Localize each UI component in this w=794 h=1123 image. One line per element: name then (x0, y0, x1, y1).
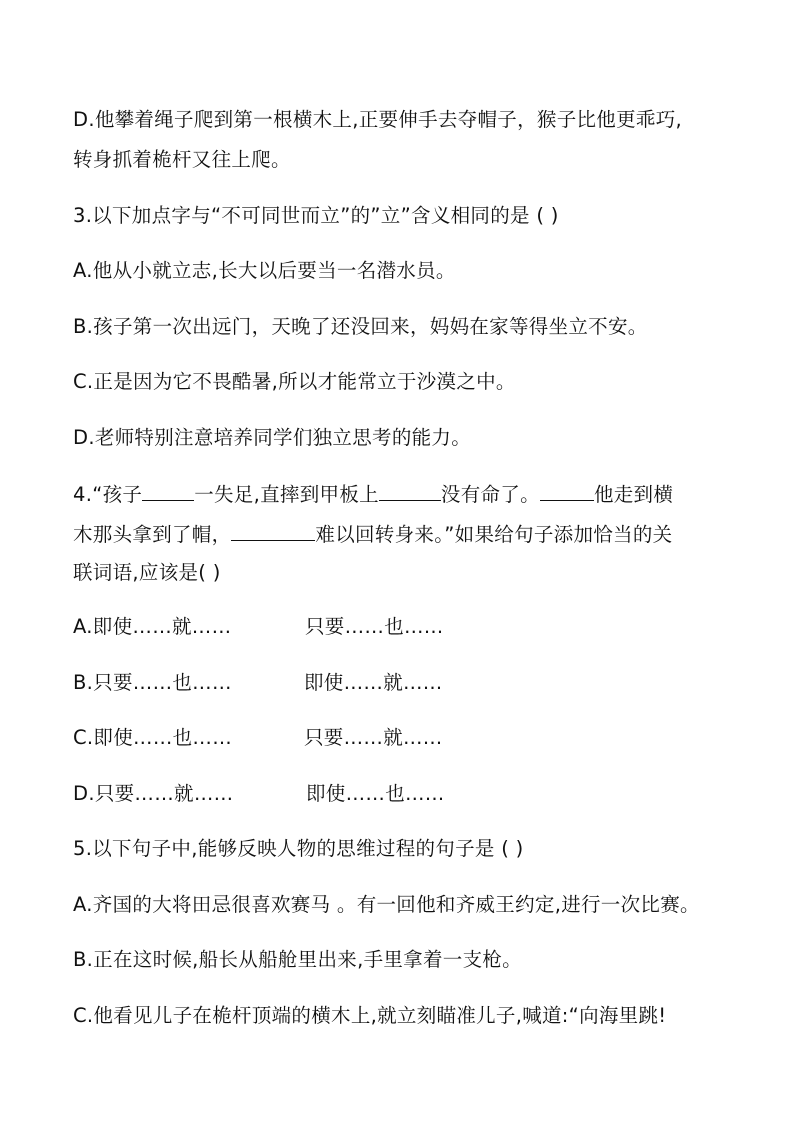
q4-stem-part3: 没有命了。 (440, 483, 540, 506)
q4-option-c-first: C.即使……也…… (73, 726, 233, 749)
q4-option-b-first: B.只要……也…… (73, 671, 232, 694)
q4-stem-part4: 他走到横 (593, 483, 674, 506)
q3-option-b: B.孩子第一次出远门，天晚了还没回来，妈妈在家等得坐立不安。 (73, 315, 648, 338)
q4-blank-3[interactable] (540, 480, 594, 501)
q4-blank-2[interactable] (379, 480, 441, 501)
q4-blank-1[interactable] (142, 480, 194, 501)
q3-stem: 3.以下加点字与“不可同世而立”的”立”含义相同的是 ( ) (73, 204, 559, 227)
q4-option-d (73, 781, 445, 807)
q4-option-c (73, 725, 443, 751)
q4-option-d-second: 即使……也…… (306, 782, 445, 805)
q3-option-d: D.老师特别注意培养同学们独立思考的能力。 (73, 426, 472, 449)
q4-stem-part6: 难以回转身来。”如果给句子添加恰当的关 (315, 523, 673, 546)
q4-stem-part1: 4.“孩子 (73, 483, 143, 506)
q4-option-b-second: 即使……就…… (304, 671, 443, 694)
q4-stem-line1 (73, 480, 673, 508)
q4-option-b (73, 670, 443, 696)
q3-option-c: C.正是因为它不畏酷暑,所以才能常立于沙漠之中。 (73, 370, 516, 393)
q2-option-d-line2: 转身抓着桅杆又往上爬。 (73, 148, 291, 171)
q4-option-a-first: A.即使……就…… (73, 615, 232, 638)
q5-option-b: B.正在这时候,船长从船舱里出来,手里拿着一支枪。 (73, 948, 522, 971)
q4-stem-line3: 联词语,应该是( ) (73, 561, 221, 584)
q4-stem-part2: 一失足,直摔到甲板上 (194, 483, 379, 506)
q5-stem: 5.以下句子中,能够反映人物的思维过程的句子是 ( ) (73, 837, 524, 860)
q4-stem-line2 (73, 520, 672, 548)
q4-option-a (73, 614, 444, 640)
q4-blank-4[interactable] (231, 520, 315, 541)
q5-option-c: C.他看见儿子在桅杆顶端的横木上,就立刻瞄准儿子,喊道:“向海里跳! (73, 1004, 667, 1027)
q4-stem-part5: 木那头拿到了帽， (73, 523, 232, 546)
q4-option-d-first: D.只要……就…… (73, 782, 234, 805)
q2-option-d-line1: D.他攀着绳子爬到第一根横木上,正要伸手去夺帽子，猴子比他更乖巧, (73, 108, 683, 131)
q5-option-a: A.齐国的大将田忌很喜欢赛马 。有一回他和齐威王约定,进行一次比赛。 (73, 893, 700, 916)
q4-option-a-second: 只要……也…… (305, 615, 444, 638)
q3-option-a: A.他从小就立志,长大以后要当一名潜水员。 (73, 259, 456, 282)
q4-option-c-second: 只要……就…… (304, 726, 443, 749)
